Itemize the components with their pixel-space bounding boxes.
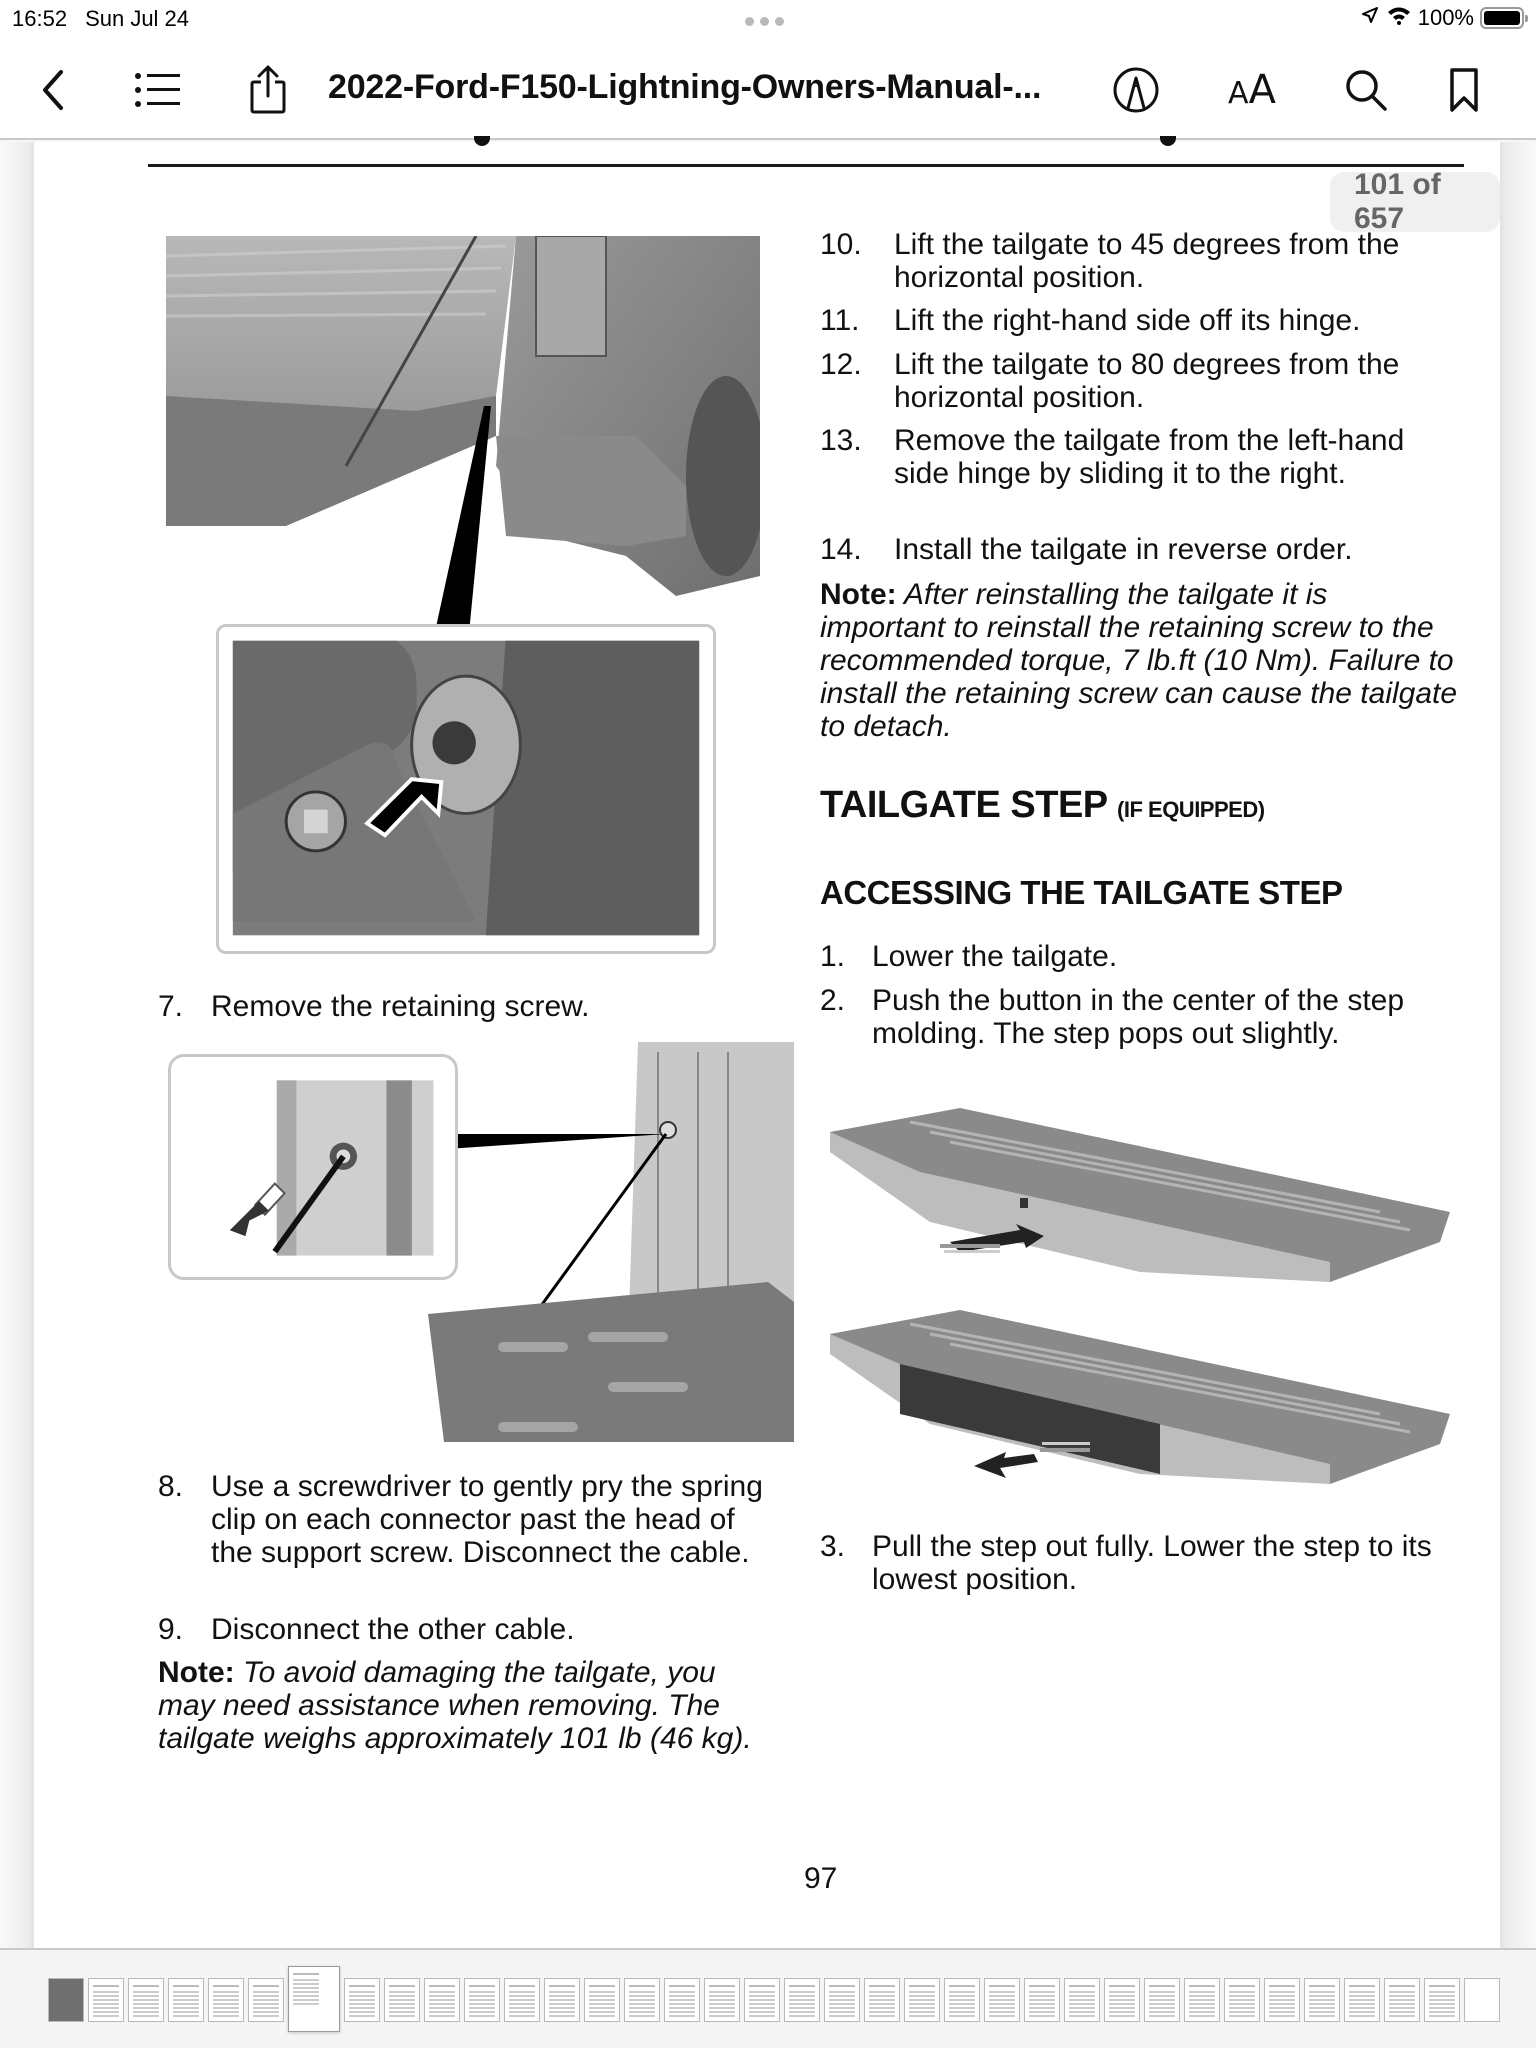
figure-inset-cable-connector [168,1054,458,1280]
access-step-3: 3. Pull the step out fully. Lower the step to its lowest position. [820,1530,1432,1596]
chevron-left-icon [39,68,69,112]
status-time: 16:52 [12,6,68,31]
step-10: 10. Lift the tailgate to 45 degrees from the horizontal position. [820,228,1400,294]
page-thumbnail[interactable] [664,1978,700,2022]
page-thumbnail[interactable] [864,1978,900,2022]
page-thumbnail[interactable] [424,1978,460,2022]
page-edge-right [1500,142,1536,1948]
step-13: 13. Remove the tailgate from the left-hand side hinge by sliding it to the right. [820,424,1405,490]
subsection-heading-accessing: ACCESSING THE TAILGATE STEP [820,874,1343,911]
multitasking-dots[interactable] [745,17,784,26]
page-thumbnail[interactable] [168,1978,204,2022]
wifi-icon [1386,5,1412,31]
list-icon [134,72,182,108]
battery-icon [1480,7,1524,29]
status-bar [0,0,1536,40]
step-8: 8. Use a screwdriver to gently pry the spring clip on each connector past the head of the support screw. Disconnect the cable. [158,1470,763,1569]
step-9: 9. Disconnect the other cable. [158,1613,575,1646]
page-thumbnail[interactable] [744,1978,780,2022]
bookmark-icon [1448,66,1480,114]
page-thumbnail[interactable] [944,1978,980,2022]
page-thumbnail[interactable] [1304,1978,1340,2022]
page-thumbnail[interactable] [984,1978,1020,2022]
page-thumbnail[interactable] [1224,1978,1260,2022]
note-retaining-screw-torque: Note: After reinstalling the tailgate it is important to reinstall the retaining screw to the recommended torque, 7 lb.ft (10 Nm). Failure to install the retaining screw can cause the tailgate to detach. [820,578,1458,743]
step-7: 7. Remove the retaining screw. [158,990,590,1023]
status-date: Sun Jul 24 [85,6,190,31]
page-thumbnail-current[interactable] [288,1966,340,2032]
page-thumbnail[interactable] [384,1978,420,2022]
reader-toolbar [0,40,1536,140]
page-thumbnail[interactable] [248,1978,284,2022]
pdf-page [34,142,1500,1948]
status-indicators [1360,5,1524,31]
share-button[interactable] [238,60,298,120]
share-icon [248,64,288,116]
status-time-date [12,6,189,32]
page-thumbnail[interactable] [344,1978,380,2022]
page-thumbnail[interactable] [904,1978,940,2022]
page-thumbnail[interactable] [1344,1978,1380,2022]
page-thumbnail[interactable] [1464,1978,1500,2022]
page-thumbnail[interactable] [1064,1978,1100,2022]
markup-button[interactable] [1106,60,1166,120]
page-thumbnail[interactable] [128,1978,164,2022]
page-thumbnail[interactable] [88,1978,124,2022]
page-edge-left [0,142,34,1948]
document-title: 2022-Ford-F150-Lightning-Owners-Manual-... [328,68,1042,106]
page-thumbnail[interactable] [1384,1978,1420,2022]
text-size-button[interactable] [1222,60,1282,120]
page-thumbnail[interactable] [1104,1978,1140,2022]
back-button[interactable] [24,60,84,120]
page-thumbnail[interactable] [544,1978,580,2022]
page-thumbnail-strip[interactable] [0,1948,1536,2048]
page-counter: 101 of 657 [1330,172,1500,232]
page-thumbnail[interactable] [704,1978,740,2022]
document-viewer[interactable] [0,142,1536,1948]
page-thumbnail[interactable] [624,1978,660,2022]
page-thumbnail[interactable] [784,1978,820,2022]
page-thumbnail[interactable] [504,1978,540,2022]
page-thumbnail[interactable] [1424,1978,1460,2022]
text-size-icon: AA [1228,67,1276,113]
page-thumbnail[interactable] [1024,1978,1060,2022]
search-button[interactable] [1336,60,1396,120]
step-12: 12. Lift the tailgate to 80 degrees from the horizontal position. [820,348,1400,414]
page-thumbnail[interactable] [464,1978,500,2022]
page-number: 97 [804,1862,838,1895]
access-step-1: 1. Lower the tailgate. [820,940,1118,973]
bookmark-button[interactable] [1434,60,1494,120]
access-step-2: 2. Push the button in the center of the step molding. The step pops out slightly. [820,984,1405,1050]
page-thumbnail[interactable] [824,1978,860,2022]
page-thumbnail[interactable] [584,1978,620,2022]
page-thumbnail[interactable] [48,1978,84,2022]
header-text-cutoff [144,136,1464,148]
thumbnail-list [48,1978,1500,2032]
battery-percent: 100% [1417,5,1474,30]
location-arrow-icon [1360,5,1380,31]
outline-button[interactable] [128,60,188,120]
page-thumbnail[interactable] [1184,1978,1220,2022]
header-rule [148,164,1464,167]
markup-pen-icon [1112,66,1160,114]
page-thumbnail[interactable] [1144,1978,1180,2022]
page-thumbnail[interactable] [208,1978,244,2022]
step-11: 11. Lift the right-hand side off its hinge. [820,304,1361,337]
figure-inset-hinge-screw [216,624,716,954]
page-thumbnail[interactable] [1264,1978,1300,2022]
figure-tailgate-step [820,1102,1460,1498]
step-14: 14. Install the tailgate in reverse order. [820,533,1353,566]
note-tailgate-weight: Note: To avoid damaging the tailgate, you may need assistance when removing. The tailgate weighs approximately 101 lb (46 kg). [158,1656,752,1755]
section-heading-tailgate-step: TAILGATE STEP (IF EQUIPPED) [820,784,1265,826]
search-icon [1344,68,1388,112]
